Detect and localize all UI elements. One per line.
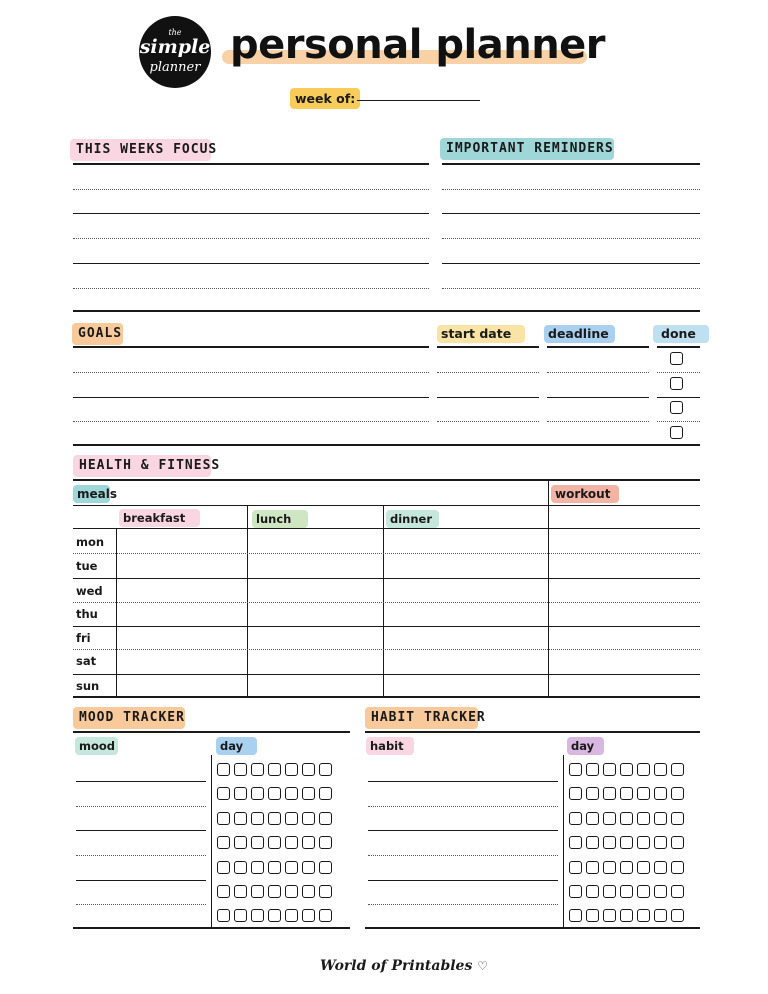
meals-header-rule bbox=[73, 505, 700, 506]
mood-checkbox[interactable] bbox=[251, 885, 264, 898]
section-divider-3 bbox=[73, 696, 700, 698]
mood-checkbox-row-7 bbox=[217, 909, 332, 922]
done-rule bbox=[657, 346, 700, 348]
habit-checkbox[interactable] bbox=[637, 763, 650, 776]
habit-checkbox[interactable] bbox=[654, 763, 667, 776]
habit-checkbox[interactable] bbox=[586, 812, 599, 825]
habit-checkbox[interactable] bbox=[586, 763, 599, 776]
start-date-line-3 bbox=[437, 421, 539, 422]
habit-checkbox[interactable] bbox=[569, 909, 582, 922]
focus-line-1 bbox=[73, 189, 429, 190]
focus-top-rule bbox=[73, 163, 429, 165]
mood-line-2 bbox=[76, 806, 206, 807]
mood-checkbox[interactable] bbox=[234, 885, 247, 898]
habit-checkbox[interactable] bbox=[637, 861, 650, 874]
row-line-1 bbox=[73, 553, 700, 554]
deadline-line-2 bbox=[547, 397, 649, 398]
mood-checkbox[interactable] bbox=[234, 763, 247, 776]
dinner-label: dinner bbox=[386, 510, 439, 528]
habit-checkbox[interactable] bbox=[586, 861, 599, 874]
mood-checkbox[interactable] bbox=[234, 861, 247, 874]
day-sun: sun bbox=[76, 679, 100, 693]
section-divider-2 bbox=[73, 444, 700, 446]
reminders-line-4 bbox=[442, 263, 700, 264]
done-line-1 bbox=[657, 372, 700, 373]
goal-done-checkbox-4[interactable] bbox=[670, 426, 683, 439]
done-label: done bbox=[653, 325, 709, 343]
mood-title: MOOD TRACKER bbox=[73, 707, 185, 729]
reminders-line-1 bbox=[442, 189, 700, 190]
habit-checkbox[interactable] bbox=[603, 909, 616, 922]
meals-label: meals bbox=[73, 485, 110, 503]
habit-line-3 bbox=[368, 830, 558, 831]
logo-line1: the bbox=[168, 28, 182, 37]
logo-line2: simple bbox=[139, 36, 211, 58]
mood-checkbox-row-3 bbox=[217, 812, 332, 825]
mood-checkbox-row-5 bbox=[217, 861, 332, 874]
habit-checkbox[interactable] bbox=[620, 763, 633, 776]
footer-brand-text: World of Printables bbox=[320, 958, 473, 974]
habit-line-4 bbox=[368, 855, 558, 856]
habit-checkbox[interactable] bbox=[620, 812, 633, 825]
workout-label: workout bbox=[551, 485, 619, 503]
done-line-2 bbox=[657, 397, 700, 398]
mood-checkbox-row-2 bbox=[217, 787, 332, 800]
mood-day-label: day bbox=[216, 737, 257, 755]
habit-checkbox[interactable] bbox=[620, 836, 633, 849]
mood-checkbox[interactable] bbox=[251, 861, 264, 874]
goal-done-checkbox-2[interactable] bbox=[670, 377, 683, 390]
day-fri: fri bbox=[76, 631, 91, 645]
habit-checkbox[interactable] bbox=[569, 763, 582, 776]
mood-bottom-rule bbox=[73, 927, 350, 929]
col-divider-lunch bbox=[383, 506, 384, 696]
col-divider-breakfast bbox=[247, 506, 248, 696]
mood-top-rule bbox=[73, 731, 350, 733]
habit-checkbox[interactable] bbox=[620, 885, 633, 898]
habit-checkbox[interactable] bbox=[586, 836, 599, 849]
habit-checkbox[interactable] bbox=[671, 885, 684, 898]
mood-checkbox[interactable] bbox=[319, 836, 332, 849]
habit-checkbox-row-2 bbox=[569, 787, 684, 800]
habit-line-6 bbox=[368, 904, 558, 905]
focus-line-3 bbox=[73, 238, 429, 239]
habit-checkbox[interactable] bbox=[620, 787, 633, 800]
mood-line-3 bbox=[76, 830, 206, 831]
mood-checkbox[interactable] bbox=[251, 787, 264, 800]
habit-checkbox[interactable] bbox=[569, 885, 582, 898]
health-title: HEALTH & FITNESS bbox=[73, 455, 211, 477]
goals-top-rule bbox=[73, 346, 429, 348]
mood-checkbox[interactable] bbox=[217, 836, 230, 849]
habit-checkbox[interactable] bbox=[637, 836, 650, 849]
habit-checkbox[interactable] bbox=[586, 885, 599, 898]
habit-day-label: day bbox=[567, 737, 604, 755]
focus-line-2 bbox=[73, 213, 429, 214]
habit-checkbox[interactable] bbox=[603, 763, 616, 776]
mood-checkbox[interactable] bbox=[319, 812, 332, 825]
goal-done-checkbox-3[interactable] bbox=[670, 401, 683, 414]
mood-checkbox[interactable] bbox=[319, 861, 332, 874]
start-date-line-1 bbox=[437, 372, 539, 373]
reminders-line-3 bbox=[442, 238, 700, 239]
logo-text bbox=[139, 16, 211, 88]
heart-icon: ♡ bbox=[477, 959, 488, 973]
row-line-3 bbox=[73, 602, 700, 603]
start-date-label: start date bbox=[437, 325, 525, 343]
habit-checkbox[interactable] bbox=[671, 861, 684, 874]
lunch-label: lunch bbox=[252, 510, 308, 528]
deadline-line-1 bbox=[547, 372, 649, 373]
habit-line-5 bbox=[368, 880, 558, 881]
habit-checkbox[interactable] bbox=[569, 836, 582, 849]
goal-done-checkbox-1[interactable] bbox=[670, 352, 683, 365]
focus-line-4 bbox=[73, 263, 429, 264]
habit-title: HABIT TRACKER bbox=[365, 707, 478, 729]
done-line-3 bbox=[657, 421, 700, 422]
mood-label: mood bbox=[75, 737, 118, 755]
habit-checkbox[interactable] bbox=[586, 787, 599, 800]
mood-checkbox[interactable] bbox=[251, 909, 264, 922]
mood-checkbox[interactable] bbox=[251, 812, 264, 825]
deadline-label: deadline bbox=[544, 325, 615, 343]
habit-checkbox[interactable] bbox=[671, 836, 684, 849]
mood-checkbox-row-6 bbox=[217, 885, 332, 898]
habit-checkbox[interactable] bbox=[620, 861, 633, 874]
deadline-line-3 bbox=[547, 421, 649, 422]
goals-title: GOALS bbox=[72, 323, 123, 345]
row-line-6 bbox=[73, 674, 700, 675]
mood-checkbox[interactable] bbox=[268, 909, 281, 922]
mood-checkbox[interactable] bbox=[285, 787, 298, 800]
mood-checkbox[interactable] bbox=[285, 763, 298, 776]
habit-checkbox[interactable] bbox=[569, 861, 582, 874]
habit-checkbox[interactable] bbox=[603, 812, 616, 825]
habit-checkbox-row-4 bbox=[569, 836, 684, 849]
day-tue: tue bbox=[76, 559, 98, 573]
mood-checkbox[interactable] bbox=[268, 861, 281, 874]
mood-checkbox[interactable] bbox=[319, 787, 332, 800]
row-line-5 bbox=[73, 649, 700, 650]
mood-checkbox[interactable] bbox=[285, 836, 298, 849]
mood-checkbox[interactable] bbox=[217, 861, 230, 874]
mood-checkbox[interactable] bbox=[302, 763, 315, 776]
mood-checkbox-row-1 bbox=[217, 763, 332, 776]
mood-checkbox[interactable] bbox=[217, 787, 230, 800]
mood-checkbox[interactable] bbox=[234, 836, 247, 849]
start-date-rule bbox=[437, 346, 539, 348]
mood-line-5 bbox=[76, 880, 206, 881]
footer-brand bbox=[320, 958, 488, 974]
habit-line-2 bbox=[368, 806, 558, 807]
habit-checkbox[interactable] bbox=[637, 812, 650, 825]
focus-line-5 bbox=[73, 288, 429, 289]
day-sat: sat bbox=[76, 654, 97, 668]
mood-checkbox[interactable] bbox=[302, 836, 315, 849]
start-date-line-2 bbox=[437, 397, 539, 398]
habit-checkbox[interactable] bbox=[654, 836, 667, 849]
col-divider-dinner bbox=[548, 480, 549, 696]
habit-checkbox[interactable] bbox=[603, 861, 616, 874]
day-thu: thu bbox=[76, 607, 98, 621]
habit-checkbox[interactable] bbox=[671, 812, 684, 825]
mood-checkbox[interactable] bbox=[285, 885, 298, 898]
mood-checkbox[interactable] bbox=[319, 909, 332, 922]
mood-checkbox[interactable] bbox=[319, 763, 332, 776]
habit-checkbox[interactable] bbox=[654, 787, 667, 800]
mood-checkbox[interactable] bbox=[217, 885, 230, 898]
day-wed: wed bbox=[76, 584, 103, 598]
mood-checkbox[interactable] bbox=[217, 909, 230, 922]
mood-checkbox[interactable] bbox=[268, 885, 281, 898]
mood-checkbox[interactable] bbox=[302, 812, 315, 825]
mood-col-divider bbox=[211, 755, 212, 927]
habit-checkbox[interactable] bbox=[637, 787, 650, 800]
mood-checkbox[interactable] bbox=[268, 763, 281, 776]
mood-checkbox[interactable] bbox=[251, 836, 264, 849]
habit-checkbox-row-3 bbox=[569, 812, 684, 825]
reminders-line-5 bbox=[442, 288, 700, 289]
mood-line-1 bbox=[76, 781, 206, 782]
habit-checkbox[interactable] bbox=[654, 909, 667, 922]
breakfast-label: breakfast bbox=[119, 509, 200, 527]
mood-checkbox[interactable] bbox=[217, 812, 230, 825]
habit-checkbox[interactable] bbox=[620, 909, 633, 922]
mood-checkbox[interactable] bbox=[268, 787, 281, 800]
habit-checkbox[interactable] bbox=[586, 909, 599, 922]
mood-checkbox[interactable] bbox=[285, 861, 298, 874]
row-line-4 bbox=[73, 626, 700, 627]
mood-line-4 bbox=[76, 855, 206, 856]
habit-checkbox-row-5 bbox=[569, 861, 684, 874]
mood-checkbox[interactable] bbox=[234, 812, 247, 825]
habit-top-rule bbox=[365, 731, 700, 733]
habit-checkbox-row-7 bbox=[569, 909, 684, 922]
mood-checkbox[interactable] bbox=[217, 763, 230, 776]
habit-col-divider bbox=[563, 755, 564, 927]
mood-checkbox[interactable] bbox=[302, 885, 315, 898]
health-top-rule bbox=[73, 479, 700, 481]
week-of-line bbox=[357, 100, 480, 101]
focus-title: THIS WEEKS FOCUS bbox=[70, 139, 211, 161]
habit-checkbox[interactable] bbox=[637, 909, 650, 922]
reminders-line-2 bbox=[442, 213, 700, 214]
habit-checkbox[interactable] bbox=[654, 885, 667, 898]
mood-checkbox[interactable] bbox=[234, 787, 247, 800]
reminders-top-rule bbox=[442, 163, 700, 165]
reminders-title: IMPORTANT REMINDERS bbox=[440, 138, 614, 160]
mood-checkbox[interactable] bbox=[302, 787, 315, 800]
habit-label: habit bbox=[366, 737, 414, 755]
row-line-2 bbox=[73, 578, 700, 579]
mood-checkbox[interactable] bbox=[302, 909, 315, 922]
habit-checkbox[interactable] bbox=[569, 787, 582, 800]
habit-checkbox[interactable] bbox=[603, 787, 616, 800]
habit-checkbox[interactable] bbox=[569, 812, 582, 825]
week-of-label: week of: bbox=[290, 88, 360, 109]
habit-bottom-rule bbox=[365, 927, 700, 929]
habit-checkbox[interactable] bbox=[603, 836, 616, 849]
section-divider-1 bbox=[73, 310, 700, 312]
mood-line-6 bbox=[76, 904, 206, 905]
habit-checkbox[interactable] bbox=[654, 812, 667, 825]
habit-checkbox[interactable] bbox=[637, 885, 650, 898]
meals-subheader-rule bbox=[73, 528, 700, 529]
habit-checkbox-row-6 bbox=[569, 885, 684, 898]
goals-line-3 bbox=[73, 421, 429, 422]
deadline-rule bbox=[547, 346, 649, 348]
habit-checkbox[interactable] bbox=[654, 861, 667, 874]
mood-checkbox[interactable] bbox=[302, 861, 315, 874]
mood-checkbox[interactable] bbox=[285, 909, 298, 922]
habit-checkbox[interactable] bbox=[603, 885, 616, 898]
mood-checkbox[interactable] bbox=[251, 763, 264, 776]
mood-checkbox-row-4 bbox=[217, 836, 332, 849]
habit-checkbox[interactable] bbox=[671, 787, 684, 800]
day-mon: mon bbox=[76, 535, 105, 549]
mood-checkbox[interactable] bbox=[268, 812, 281, 825]
mood-checkbox[interactable] bbox=[268, 836, 281, 849]
mood-checkbox[interactable] bbox=[285, 812, 298, 825]
goals-line-1 bbox=[73, 372, 429, 373]
mood-checkbox[interactable] bbox=[234, 909, 247, 922]
mood-checkbox[interactable] bbox=[319, 885, 332, 898]
habit-checkbox-row-1 bbox=[569, 763, 684, 776]
logo-line3: planner bbox=[149, 60, 201, 75]
habit-checkbox[interactable] bbox=[671, 909, 684, 922]
goals-line-2 bbox=[73, 397, 429, 398]
habit-line-1 bbox=[368, 781, 558, 782]
page-title: personal planner bbox=[230, 22, 606, 68]
habit-checkbox[interactable] bbox=[671, 763, 684, 776]
